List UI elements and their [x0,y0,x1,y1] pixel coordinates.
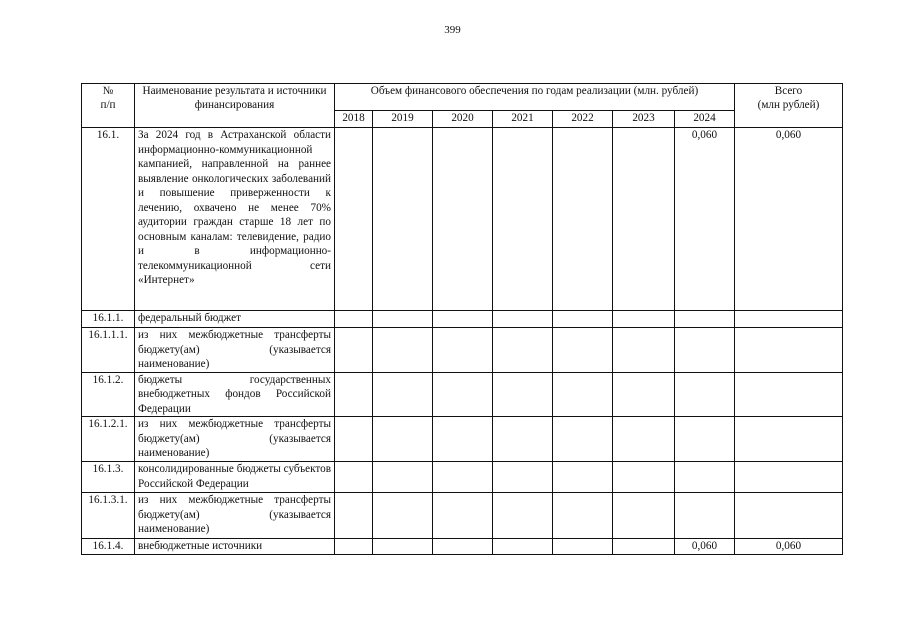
cell-total: 0,060 [735,128,843,311]
cell-total [735,462,843,493]
cell-year-2022 [553,128,613,311]
row-number: 16.1.4. [82,539,135,555]
header-year-2022: 2022 [553,111,613,128]
cell-year-2020 [433,493,493,539]
table-row [82,328,843,373]
cell-year-2024 [675,417,735,462]
row-number: 16.1. [82,128,135,311]
cell-total [735,311,843,328]
row-number: 16.1.3. [82,462,135,493]
cell-year-2018 [335,372,373,417]
cell-year-2021 [493,128,553,311]
cell-year-2022 [553,311,613,328]
cell-year-2019 [373,328,433,373]
cell-year-2024 [675,493,735,539]
cell-year-2018 [335,417,373,462]
cell-year-2021 [493,493,553,539]
financing-table [81,83,843,555]
cell-year-2020 [433,539,493,555]
cell-year-2020 [433,311,493,328]
cell-year-2021 [493,372,553,417]
row-name: из них межбюджетные трансферты бюджету(ам) (указывается наименование) [135,417,335,462]
row-name: внебюджетные источники [135,539,335,555]
header-year-2024: 2024 [675,111,735,128]
cell-year-2021 [493,539,553,555]
row-name: из них межбюджетные трансферты бюджету(ам) (указывается наименование) [135,328,335,373]
header-year-2018: 2018 [335,111,373,128]
cell-year-2020 [433,328,493,373]
table-row [82,462,843,493]
cell-year-2019 [373,462,433,493]
cell-year-2021 [493,328,553,373]
row-name: бюджеты государственных внебюджетных фондов Российской Федерации [135,372,335,417]
cell-year-2018 [335,493,373,539]
cell-total: 0,060 [735,539,843,555]
cell-year-2020 [433,417,493,462]
cell-year-2024: 0,060 [675,539,735,555]
header-year-2019: 2019 [373,111,433,128]
cell-year-2024 [675,372,735,417]
cell-total [735,328,843,373]
cell-year-2023 [613,539,675,555]
row-number: 16.1.2.1. [82,417,135,462]
cell-year-2024 [675,462,735,493]
cell-total [735,417,843,462]
cell-year-2018 [335,539,373,555]
row-number: 16.1.2. [82,372,135,417]
cell-year-2023 [613,311,675,328]
cell-total [735,493,843,539]
cell-year-2022 [553,372,613,417]
cell-year-2021 [493,417,553,462]
cell-year-2018 [335,328,373,373]
row-name: За 2024 год в Астраханской области информационно-коммуникационной кампанией, направленной на раннее выявление онкологических заболеваний и повышение приверженности к лечению, охвачено не менее 70% аудитории граждан старше 18 лет по основным каналам: телевидение, радио и в информационно-телекоммуникационной сети «Интернет» [135,128,335,311]
row-name: из них межбюджетные трансферты бюджету(ам) (указывается наименование) [135,493,335,539]
cell-year-2023 [613,417,675,462]
cell-year-2019 [373,311,433,328]
cell-year-2022 [553,462,613,493]
cell-year-2024 [675,311,735,328]
cell-year-2022 [553,493,613,539]
cell-year-2023 [613,128,675,311]
cell-year-2019 [373,417,433,462]
header-year-2023: 2023 [613,111,675,128]
cell-year-2019 [373,372,433,417]
cell-year-2020 [433,128,493,311]
cell-year-2023 [613,462,675,493]
cell-year-2023 [613,372,675,417]
row-number: 16.1.1. [82,311,135,328]
cell-year-2022 [553,417,613,462]
cell-year-2019 [373,539,433,555]
cell-year-2019 [373,128,433,311]
table-row [82,372,843,417]
table-row [82,311,843,328]
cell-total [735,372,843,417]
cell-year-2022 [553,328,613,373]
cell-year-2022 [553,539,613,555]
table-row [82,417,843,462]
header-total: Всего (млн рублей) [735,84,843,128]
cell-year-2023 [613,328,675,373]
cell-year-2024 [675,328,735,373]
row-name: федеральный бюджет [135,311,335,328]
header-number: № п/п [82,84,135,128]
table-row [82,493,843,539]
header-name: Наименование результата и источники финансирования [135,84,335,128]
header-year-2020: 2020 [433,111,493,128]
row-number: 16.1.3.1. [82,493,135,539]
row-number: 16.1.1.1. [82,328,135,373]
table-row [82,128,843,311]
cell-year-2019 [373,493,433,539]
cell-year-2024: 0,060 [675,128,735,311]
row-name: консолидированные бюджеты субъектов Российской Федерации [135,462,335,493]
cell-year-2018 [335,311,373,328]
header-years-group: Объем финансового обеспечения по годам реализации (млн. рублей) [335,84,735,111]
cell-year-2020 [433,372,493,417]
cell-year-2021 [493,462,553,493]
cell-year-2018 [335,128,373,311]
cell-year-2018 [335,462,373,493]
table-row [82,539,843,555]
cell-year-2023 [613,493,675,539]
cell-year-2020 [433,462,493,493]
header-year-2021: 2021 [493,111,553,128]
cell-year-2021 [493,311,553,328]
page-number: 399 [444,24,461,36]
